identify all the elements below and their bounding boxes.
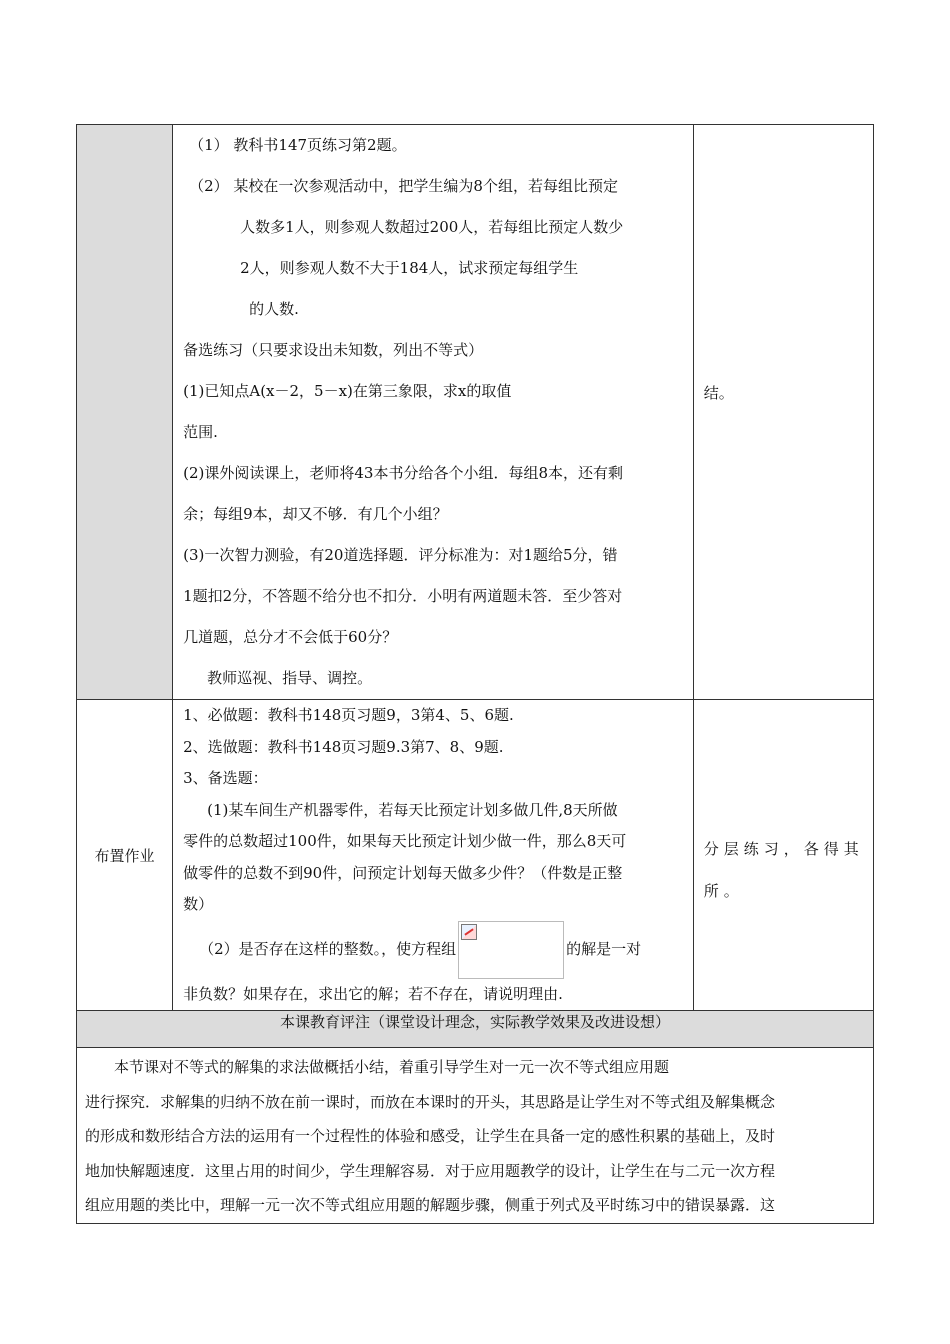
review-heading: 本课教育评注（课堂设计理念，实际教学效果及改进设想） — [77, 1011, 874, 1048]
homework-line: 数） — [183, 895, 214, 913]
review-line: 的形成和数形结合方法的运用有一个过程性的体验和感受，让学生在具备一定的感性积累的基础上，及时 — [85, 1127, 776, 1145]
practice-line: 教师巡视、指导、调控。 — [207, 669, 373, 687]
broken-image-icon — [461, 924, 477, 940]
review-line: 组应用题的类比中，理解一元一次不等式组应用题的解题步骤，侧重于列式及平时练习中的错误暴露．这 — [85, 1196, 776, 1214]
homework-line: 1、必做题：教科书148页习题9，3第4、5、6题. — [183, 706, 514, 724]
lesson-plan-table — [76, 124, 874, 1224]
homework-line: 3、备选题： — [183, 769, 268, 787]
practice-line: 1题扣2分，不答题不给分也不扣分．小明有两道题未答．至少答对 — [183, 587, 623, 605]
homework-note-cell — [693, 700, 873, 1011]
practice-line: (1)已知点A(x－2，5－x)在第三象限，求x的取值 — [183, 382, 512, 400]
equation-system-image — [458, 921, 564, 979]
practice-line: 范围. — [183, 423, 218, 441]
review-heading-row — [77, 1011, 874, 1048]
review-row — [77, 1048, 874, 1224]
practice-label-cell — [77, 125, 173, 700]
practice-line: （2） 某校在一次参观活动中，把学生编为8个组，若每组比预定 — [189, 177, 618, 195]
homework-q2-after: 的解是一对 — [566, 939, 642, 958]
practice-line: 备选练习（只要求设出未知数，列出不等式） — [183, 341, 484, 359]
practice-row — [77, 125, 874, 700]
practice-line: 余；每组9本，却又不够．有几个小组？ — [183, 505, 448, 523]
homework-note: 分层练习，各得其所。 — [703, 840, 864, 900]
homework-line: 非负数？如果存在，求出它的解；若不存在，请说明理由. — [183, 984, 563, 1003]
practice-line: (2)课外阅读课上，老师将43本书分给各个小组．每组8本，还有剩 — [183, 464, 623, 482]
review-line: 进行探究．求解集的归纳不放在前一课时，而放在本课时的开头，其思路是让学生对不等式组及解集概念 — [85, 1092, 776, 1111]
practice-line: （1） 教科书147页练习第2题。 — [189, 136, 407, 154]
review-line: 本节课对不等式的解集的求法做概括小结，着重引导学生对一元一次不等式组应用题 — [114, 1058, 670, 1076]
homework-question-2 — [183, 921, 689, 979]
practice-line: 人数多1人，则参观人数超过200人，若每组比预定人数少 — [240, 218, 624, 236]
homework-line: 做零件的总数不到90件，问预定计划每天做多少件？（件数是正整 — [183, 863, 623, 882]
homework-label: 布置作业 — [77, 700, 173, 1011]
review-content-cell — [77, 1048, 874, 1224]
practice-line: (3)一次智力测验，有20道选择题．评分标准为：对1题给5分，错 — [183, 546, 618, 564]
homework-q2-before: （2）是否存在这样的整数。，使方程组 — [199, 939, 457, 958]
homework-line: (1)某车间生产机器零件，若每天比预定计划多做几件,8天所做 — [207, 800, 618, 819]
practice-line: 2人，则参观人数不大于184人，试求预定每组学生 — [240, 259, 579, 277]
homework-line: 2、选做题：教科书148页习题9.3第7、8、9题. — [183, 737, 504, 756]
homework-row — [77, 700, 874, 1011]
practice-note: 结。 — [703, 384, 734, 402]
review-line: 地加快解题速度．这里占用的时间少，学生理解容易．对于应用题教学的设计，让学生在与二元一次方程 — [85, 1161, 776, 1180]
homework-line: 零件的总数超过100件，如果每天比预定计划少做一件，那么8天可 — [183, 832, 627, 850]
practice-note-cell — [693, 125, 873, 700]
practice-line: 的人数. — [249, 300, 299, 318]
practice-line: 几道题，总分才不会低于60分？ — [183, 628, 398, 646]
practice-content-cell — [173, 125, 694, 700]
homework-content-cell — [173, 700, 694, 1011]
